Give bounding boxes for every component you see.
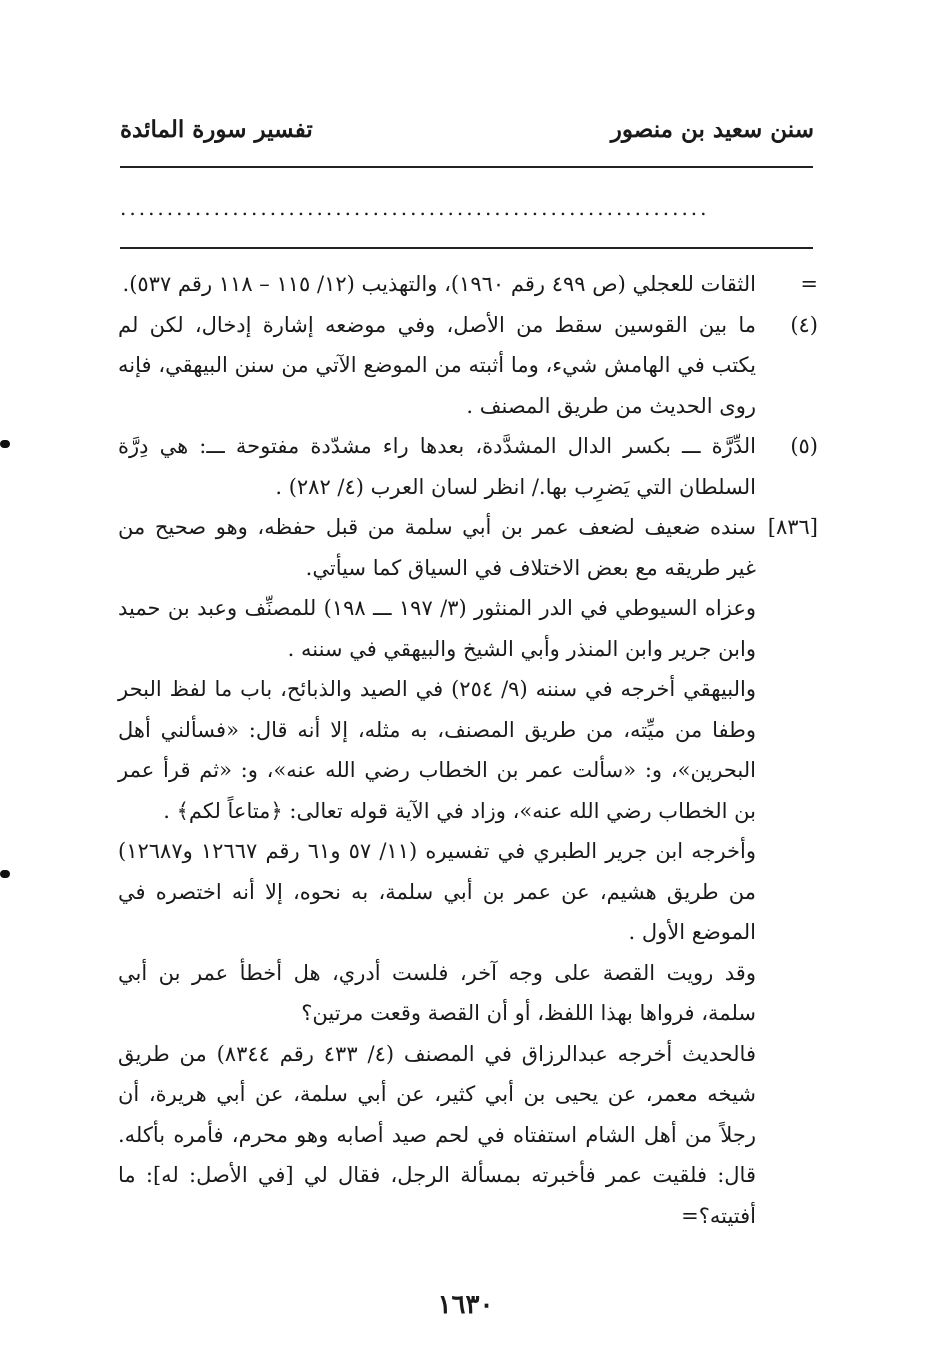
- footnotes: [118, 264, 818, 1236]
- commentary-paragraph: وأخرجه ابن جرير الطبري في تفسيره (١١/ ٥٧ و٦١ رقم ١٢٦٦٧ و١٢٦٨٧) من طريق هشيم، عن عمر بن أبي سلمة، به نحوه، إلا أنه اختصره في الموضع الأول .: [118, 839, 756, 944]
- footnote-4: [118, 305, 818, 427]
- commentary-paragraph: وعزاه السيوطي في الدر المنثور (٣/ ١٩٧ ـــ ١٩٨) للمصنِّف وعبد بن حميد وابن جرير وابن المنذر وأبي الشيخ والبيهقي في سننه .: [118, 596, 756, 661]
- scan-edge-mark: [0, 440, 10, 448]
- commentary-paragraph: سنده ضعيف لضعف عمر بن أبي سلمة من قبل حفظه، وهو صحيح من غير طريقه مع بعض الاختلاف في السياق كما سيأتي.: [118, 515, 756, 580]
- page-number: ١٦٣٠: [437, 1290, 494, 1320]
- footnote-marker: (٤): [790, 312, 818, 337]
- running-header: [120, 112, 814, 152]
- book-title: سنن سعيد بن منصور: [610, 116, 814, 143]
- footnote-rule: [120, 247, 813, 249]
- footnote-continuation: [118, 264, 818, 305]
- footnote-5: [118, 426, 818, 507]
- footnote-text: ما بين القوسين سقط من الأصل، وفي موضعه إشارة إدخال، لكن لم يكتب في الهامش شيء، وما أثبته من الموضع الآتي من سنن البيهقي، فإنه روى الحديث من طريق المصنف .: [118, 312, 756, 418]
- footnote-text: الدِّرَّة ـــ بكسر الدال المشدَّدة، بعدها راء مشدّدة مفتوحة ـــ: هي دِرَّة السلطان التي يَضرِب بها./ انظر لسان العرب (٤/ ٢٨٢) .: [118, 434, 756, 499]
- scan-edge-mark: [0, 870, 10, 878]
- header-rule: [120, 166, 813, 168]
- commentary-paragraph: فالحديث أخرجه عبدالرزاق في المصنف (٤/ ٤٣٣ رقم ٨٣٤٤) من طريق شيخه معمر، عن يحيى بن أبي كثير، عن أبي سلمة، عن أبي هريرة، أن رجلاً من أهل الشام استفتاه في لحم صيد أصابه وهو محرم، فأمره بأكله. قال: فلقيت عمر فأخبرته بمسألة الرجل، فقال لي [في الأصل: له]: ما أفتيته؟=: [118, 1041, 757, 1228]
- dotted-separator: ...............................................................: [120, 196, 710, 220]
- commentary-paragraph: وقد رويت القصة على وجه آخر، فلست أدري، هل أخطأ عمر بن أبي سلمة، فرواها بهذا اللفظ، أو أن القصة وقعت مرتين؟: [118, 960, 756, 1025]
- footnote-text: الثقات للعجلي (ص ٤٩٩ رقم ١٩٦٠)، والتهذيب (١٢/ ١١٥ – ١١٨ رقم ٥٣٧).: [122, 272, 756, 296]
- footnote-marker: =: [800, 272, 818, 296]
- hadith-number: [٨٣٦]: [767, 515, 818, 539]
- footnote-marker: (٥): [790, 434, 818, 458]
- chapter-title: تفسير سورة المائدة: [120, 116, 313, 143]
- hadith-836-commentary: [118, 507, 818, 1236]
- commentary-paragraph: والبيهقي أخرجه في سننه (٩/ ٢٥٤) في الصيد والذبائح، باب ما لفظ البحر وطفا من ميِّته، من طريق المصنف، به مثله، إلا أنه قال: «فسألني أهل البحرين»، و: «سألت عمر بن الخطاب رضي الله عنه»، و: «ثم قرأ عمر بن الخطاب رضي الله عنه»، وزاد في الآية قوله تعالى: ﴿متاعاً لكم﴾ .: [118, 677, 756, 823]
